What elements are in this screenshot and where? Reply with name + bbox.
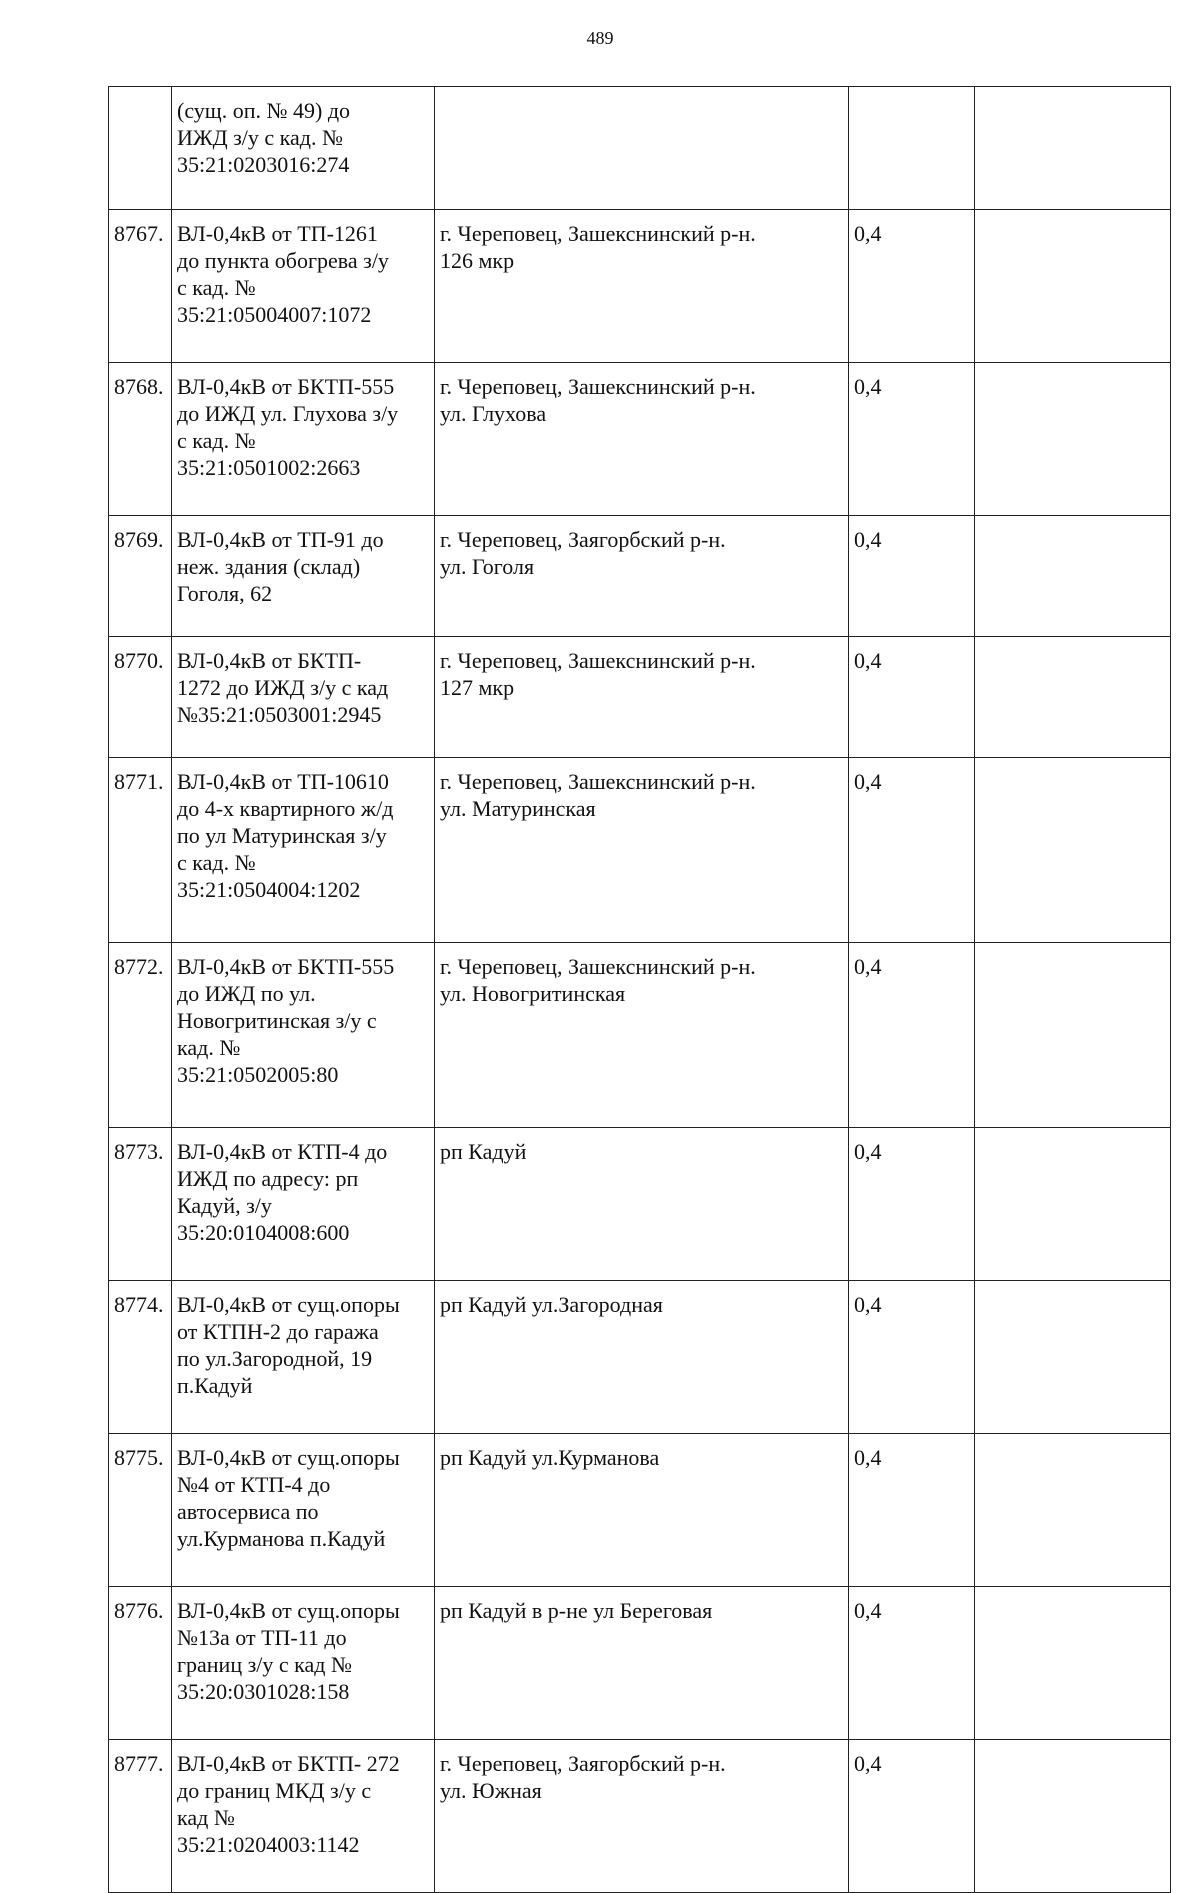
table-row <box>109 1587 1171 1740</box>
address-cell: г. Череповец, Зашекснинский р-н. ул. Матуринская <box>435 758 849 943</box>
line-name-cell: ВЛ-0,4кВ от ТП-91 до неж. здания (склад) Гоголя, 62 <box>172 516 435 637</box>
table-row <box>109 637 1171 758</box>
voltage-cell: 0,4 <box>849 637 975 758</box>
extra-cell <box>975 1128 1171 1281</box>
extra-cell <box>975 363 1171 516</box>
line-name-cell: ВЛ-0,4кВ от ТП-10610 до 4-х квартирного ж/д по ул Матуринская з/у с кад. № 35:21:0504004:1202 <box>172 758 435 943</box>
row-number-cell: 8774. <box>109 1281 172 1434</box>
table-row <box>109 516 1171 637</box>
address-cell: г. Череповец, Зашекснинский р-н. ул. Новогритинская <box>435 943 849 1128</box>
registry-table-body <box>109 87 1171 1893</box>
line-name-cell: ВЛ-0,4кВ от ТП-1261 до пункта обогрева з/у с кад. № 35:21:05004007:1072 <box>172 210 435 363</box>
row-number-cell <box>109 87 172 210</box>
row-number-cell: 8773. <box>109 1128 172 1281</box>
table-row <box>109 363 1171 516</box>
registry-table <box>108 86 1171 1893</box>
voltage-cell: 0,4 <box>849 1587 975 1740</box>
row-number-cell: 8770. <box>109 637 172 758</box>
address-cell: г. Череповец, Заягорбский р-н. ул. Гоголя <box>435 516 849 637</box>
line-name-cell: ВЛ-0,4кВ от БКТП- 1272 до ИЖД з/у с кад №35:21:0503001:2945 <box>172 637 435 758</box>
extra-cell <box>975 758 1171 943</box>
voltage-cell: 0,4 <box>849 516 975 637</box>
page-number: 489 <box>586 28 614 48</box>
address-cell: г. Череповец, Заягорбский р-н. ул. Южная <box>435 1740 849 1893</box>
extra-cell <box>975 1434 1171 1587</box>
address-cell: г. Череповец, Зашекснинский р-н. ул. Глухова <box>435 363 849 516</box>
voltage-cell: 0,4 <box>849 943 975 1128</box>
voltage-cell: 0,4 <box>849 363 975 516</box>
voltage-cell: 0,4 <box>849 758 975 943</box>
table-row <box>109 1281 1171 1434</box>
row-number-cell: 8768. <box>109 363 172 516</box>
extra-cell <box>975 1281 1171 1434</box>
row-number-cell: 8772. <box>109 943 172 1128</box>
voltage-cell: 0,4 <box>849 1128 975 1281</box>
voltage-cell: 0,4 <box>849 1434 975 1587</box>
line-name-cell: ВЛ-0,4кВ от сущ.опоры от КТПН-2 до гаража по ул.Загородной, 19 п.Кадуй <box>172 1281 435 1434</box>
voltage-cell: 0,4 <box>849 210 975 363</box>
extra-cell <box>975 210 1171 363</box>
line-name-cell: ВЛ-0,4кВ от сущ.опоры №13а от ТП-11 до границ з/у с кад № 35:20:0301028:158 <box>172 1587 435 1740</box>
line-name-cell: ВЛ-0,4кВ от БКТП-555 до ИЖД ул. Глухова з/у с кад. № 35:21:0501002:2663 <box>172 363 435 516</box>
table-row <box>109 210 1171 363</box>
address-cell: рп Кадуй в р-не ул Береговая <box>435 1587 849 1740</box>
voltage-cell: 0,4 <box>849 1281 975 1434</box>
row-number-cell: 8776. <box>109 1587 172 1740</box>
table-row <box>109 758 1171 943</box>
table-row <box>109 1434 1171 1587</box>
address-cell: г. Череповец, Зашекснинский р-н. 126 мкр <box>435 210 849 363</box>
row-number-cell: 8775. <box>109 1434 172 1587</box>
line-name-cell: ВЛ-0,4кВ от БКТП-555 до ИЖД по ул. Новогритинская з/у с кад. № 35:21:0502005:80 <box>172 943 435 1128</box>
extra-cell <box>975 87 1171 210</box>
address-cell: рп Кадуй <box>435 1128 849 1281</box>
table-row <box>109 1128 1171 1281</box>
extra-cell <box>975 1587 1171 1740</box>
extra-cell <box>975 1740 1171 1893</box>
line-name-cell: ВЛ-0,4кВ от БКТП- 272 до границ МКД з/у с кад № 35:21:0204003:1142 <box>172 1740 435 1893</box>
address-cell: г. Череповец, Зашекснинский р-н. 127 мкр <box>435 637 849 758</box>
address-cell: рп Кадуй ул.Курманова <box>435 1434 849 1587</box>
voltage-cell <box>849 87 975 210</box>
table-row <box>109 943 1171 1128</box>
extra-cell <box>975 516 1171 637</box>
extra-cell <box>975 637 1171 758</box>
voltage-cell: 0,4 <box>849 1740 975 1893</box>
row-number-cell: 8769. <box>109 516 172 637</box>
address-cell <box>435 87 849 210</box>
table-row <box>109 1740 1171 1893</box>
line-name-cell: (сущ. оп. № 49) до ИЖД з/у с кад. № 35:21:0203016:274 <box>172 87 435 210</box>
line-name-cell: ВЛ-0,4кВ от КТП-4 до ИЖД по адресу: рп Кадуй, з/у 35:20:0104008:600 <box>172 1128 435 1281</box>
row-number-cell: 8771. <box>109 758 172 943</box>
line-name-cell: ВЛ-0,4кВ от сущ.опоры №4 от КТП-4 до автосервиса по ул.Курманова п.Кадуй <box>172 1434 435 1587</box>
table-row <box>109 87 1171 210</box>
address-cell: рп Кадуй ул.Загородная <box>435 1281 849 1434</box>
row-number-cell: 8767. <box>109 210 172 363</box>
extra-cell <box>975 943 1171 1128</box>
row-number-cell: 8777. <box>109 1740 172 1893</box>
